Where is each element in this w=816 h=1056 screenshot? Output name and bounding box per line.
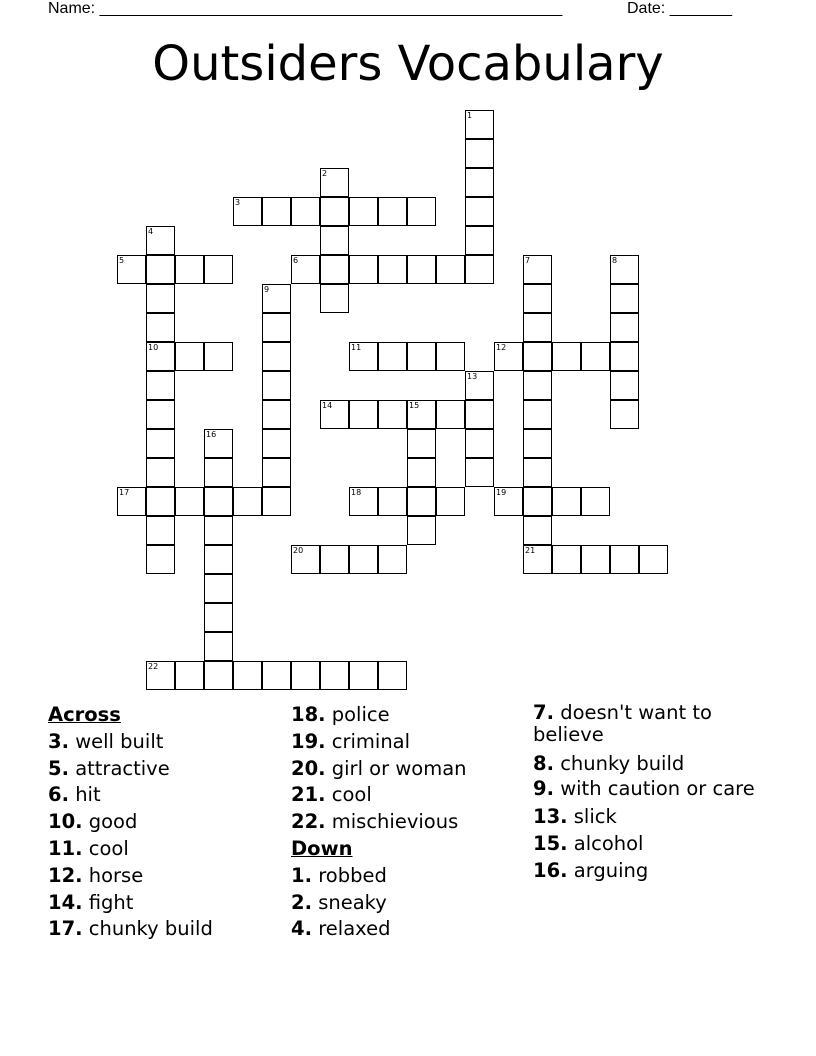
clues-column-1: [48, 702, 278, 943]
clue-number-label: 17: [119, 488, 130, 497]
grid-cell[interactable]: [146, 284, 175, 313]
clue-number-label: 6: [293, 256, 299, 265]
grid-cell[interactable]: [146, 458, 175, 487]
clue-number-label: 8: [612, 256, 618, 265]
grid-cell[interactable]: [465, 197, 494, 226]
grid-cell[interactable]: [262, 429, 291, 458]
clue-down-9: 9. with caution or care: [533, 776, 755, 800]
clue-down-15: 15. alcohol: [533, 832, 644, 856]
grid-cell[interactable]: [349, 197, 378, 226]
grid-cell-5[interactable]: [117, 255, 146, 284]
grid-cell[interactable]: [349, 661, 378, 690]
clue-number-label: 5: [119, 256, 125, 265]
grid-cell[interactable]: [523, 284, 552, 313]
clue-across-21: 21. cool: [291, 783, 372, 807]
grid-cell[interactable]: [407, 516, 436, 545]
grid-cell[interactable]: [407, 487, 436, 516]
clue-down-1: 1. robbed: [291, 863, 387, 887]
grid-cell[interactable]: [175, 255, 204, 284]
grid-cell-17[interactable]: [117, 487, 146, 516]
grid-cell[interactable]: [552, 545, 581, 574]
grid-cell[interactable]: [204, 603, 233, 632]
name-field[interactable]: Name: ____________________________________________________: [48, 0, 563, 17]
grid-cell[interactable]: [407, 197, 436, 226]
grid-cell[interactable]: [581, 342, 610, 371]
grid-cell[interactable]: [146, 545, 175, 574]
grid-cell[interactable]: [262, 342, 291, 371]
grid-cell[interactable]: [378, 487, 407, 516]
date-field[interactable]: Date: _______: [627, 0, 732, 17]
clue-across-20: 20. girl or woman: [291, 756, 467, 780]
clue-number-label: 10: [148, 343, 159, 352]
grid-cell[interactable]: [146, 487, 175, 516]
grid-cell[interactable]: [523, 342, 552, 371]
grid-cell[interactable]: [349, 400, 378, 429]
grid-cell-19[interactable]: [494, 487, 523, 516]
grid-cell[interactable]: [465, 458, 494, 487]
clue-number-label: 18: [351, 488, 362, 497]
grid-cell[interactable]: [610, 342, 639, 371]
grid-cell-1[interactable]: [465, 110, 494, 139]
clue-down-13: 13. slick: [533, 805, 617, 829]
grid-cell[interactable]: [581, 545, 610, 574]
grid-cell[interactable]: [175, 342, 204, 371]
clue-across-14: 14. fight: [48, 890, 134, 914]
grid-cell[interactable]: [233, 661, 262, 690]
grid-cell[interactable]: [523, 371, 552, 400]
grid-cell[interactable]: [407, 342, 436, 371]
grid-cell-12[interactable]: [494, 342, 523, 371]
grid-cell[interactable]: [204, 632, 233, 661]
grid-cell[interactable]: [436, 487, 465, 516]
grid-cell[interactable]: [320, 226, 349, 255]
grid-cell[interactable]: [204, 342, 233, 371]
grid-cell-20[interactable]: [291, 545, 320, 574]
grid-cell-21[interactable]: [523, 545, 552, 574]
grid-cell[interactable]: [204, 458, 233, 487]
grid-cell[interactable]: [320, 197, 349, 226]
grid-cell[interactable]: [262, 313, 291, 342]
clue-number-label: 13: [467, 372, 478, 381]
clue-number-label: 11: [351, 343, 362, 352]
grid-cell-22[interactable]: [146, 661, 175, 690]
across-heading: Across: [48, 703, 121, 726]
grid-cell[interactable]: [436, 342, 465, 371]
grid-cell[interactable]: [378, 545, 407, 574]
clue-number-label: 9: [264, 285, 270, 294]
grid-cell[interactable]: [465, 255, 494, 284]
clue-across-18: 18. police: [291, 703, 390, 726]
grid-cell[interactable]: [610, 313, 639, 342]
grid-cell[interactable]: [204, 516, 233, 545]
grid-cell[interactable]: [465, 168, 494, 197]
grid-cell-16[interactable]: [204, 429, 233, 458]
grid-cell[interactable]: [146, 371, 175, 400]
clue-number-label: 3: [235, 198, 241, 207]
grid-cell-11[interactable]: [349, 342, 378, 371]
grid-cell[interactable]: [262, 661, 291, 690]
grid-cell-9[interactable]: [262, 284, 291, 313]
grid-cell[interactable]: [523, 313, 552, 342]
grid-cell[interactable]: [552, 487, 581, 516]
clues-column-3: [533, 702, 758, 885]
page-title: Outsiders Vocabulary: [152, 36, 664, 92]
clue-across-11: 11. cool: [48, 836, 129, 860]
grid-cell[interactable]: [378, 197, 407, 226]
clue-number-label: 14: [322, 401, 333, 410]
grid-cell[interactable]: [262, 371, 291, 400]
grid-cell[interactable]: [146, 400, 175, 429]
grid-cell[interactable]: [146, 313, 175, 342]
grid-cell[interactable]: [552, 342, 581, 371]
grid-cell[interactable]: [610, 400, 639, 429]
grid-cell-3[interactable]: [233, 197, 262, 226]
grid-cell[interactable]: [146, 255, 175, 284]
clue-down-7: 7. doesn't want to believe: [533, 701, 712, 746]
grid-cell[interactable]: [175, 661, 204, 690]
clue-across-5: 5. attractive: [48, 756, 170, 780]
clue-number-label: 20: [293, 546, 304, 555]
clue-number-label: 4: [148, 227, 154, 236]
grid-cell[interactable]: [320, 545, 349, 574]
grid-cell-4[interactable]: [146, 226, 175, 255]
grid-cell[interactable]: [523, 516, 552, 545]
grid-cell[interactable]: [465, 226, 494, 255]
clues-column-2: [291, 702, 526, 943]
grid-cell[interactable]: [581, 487, 610, 516]
grid-cell[interactable]: [378, 661, 407, 690]
grid-cell[interactable]: [204, 487, 233, 516]
down-heading: Down: [291, 836, 353, 860]
grid-cell[interactable]: [407, 255, 436, 284]
grid-cell[interactable]: [204, 255, 233, 284]
grid-cell[interactable]: [146, 516, 175, 545]
grid-cell[interactable]: [146, 429, 175, 458]
grid-cell-6[interactable]: [291, 255, 320, 284]
clue-number-label: 16: [206, 430, 217, 439]
grid-cell-7[interactable]: [523, 255, 552, 284]
grid-cell[interactable]: [320, 661, 349, 690]
clue-number-label: 15: [409, 401, 420, 410]
grid-cell[interactable]: [262, 458, 291, 487]
clue-across-3: 3. well built: [48, 729, 164, 753]
grid-cell[interactable]: [436, 255, 465, 284]
clue-across-19: 19. criminal: [291, 729, 411, 753]
grid-cell[interactable]: [610, 371, 639, 400]
clue-down-8: 8. chunky build: [533, 751, 685, 775]
grid-cell[interactable]: [349, 545, 378, 574]
grid-cell[interactable]: [291, 197, 320, 226]
grid-cell[interactable]: [378, 342, 407, 371]
grid-cell[interactable]: [233, 487, 262, 516]
grid-cell[interactable]: [204, 574, 233, 603]
clue-number-label: 21: [525, 546, 536, 555]
grid-cell[interactable]: [610, 545, 639, 574]
grid-cell-13[interactable]: [465, 371, 494, 400]
clue-across-10: 10. good: [48, 810, 138, 834]
grid-cell[interactable]: [523, 429, 552, 458]
grid-cell[interactable]: [378, 255, 407, 284]
clue-down-4: 4. relaxed: [291, 917, 391, 941]
grid-cell[interactable]: [610, 284, 639, 313]
grid-cell[interactable]: [320, 255, 349, 284]
grid-cell-8[interactable]: [610, 255, 639, 284]
grid-cell[interactable]: [436, 400, 465, 429]
grid-cell[interactable]: [378, 400, 407, 429]
grid-cell[interactable]: [465, 429, 494, 458]
grid-cell[interactable]: [262, 487, 291, 516]
clue-across-17: 17. chunky build: [48, 917, 213, 941]
clue-number-label: 22: [148, 662, 159, 671]
clue-number-label: 7: [525, 256, 531, 265]
clue-down-2: 2. sneaky: [291, 890, 387, 914]
clue-number-label: 2: [322, 169, 328, 178]
clue-across-6: 6. hit: [48, 783, 101, 807]
grid-cell[interactable]: [262, 197, 291, 226]
grid-cell[interactable]: [465, 139, 494, 168]
grid-cell[interactable]: [291, 661, 320, 690]
grid-cell[interactable]: [407, 458, 436, 487]
grid-cell[interactable]: [639, 545, 668, 574]
grid-cell-15[interactable]: [407, 400, 436, 429]
grid-cell[interactable]: [407, 429, 436, 458]
grid-cell[interactable]: [349, 255, 378, 284]
grid-cell[interactable]: [204, 661, 233, 690]
clue-number-label: 12: [496, 343, 507, 352]
grid-cell[interactable]: [204, 545, 233, 574]
grid-cell[interactable]: [523, 400, 552, 429]
grid-cell[interactable]: [523, 458, 552, 487]
clue-across-12: 12. horse: [48, 863, 144, 887]
grid-cell[interactable]: [262, 400, 291, 429]
grid-cell[interactable]: [523, 487, 552, 516]
grid-cell[interactable]: [320, 284, 349, 313]
grid-cell-2[interactable]: [320, 168, 349, 197]
grid-cell[interactable]: [175, 487, 204, 516]
clue-down-16: 16. arguing: [533, 858, 649, 882]
clue-number-label: 19: [496, 488, 507, 497]
grid-cell-10[interactable]: [146, 342, 175, 371]
grid-cell[interactable]: [465, 400, 494, 429]
grid-cell-18[interactable]: [349, 487, 378, 516]
clue-number-label: 1: [467, 111, 473, 120]
clue-across-22: 22. mischievious: [291, 810, 459, 834]
grid-cell-14[interactable]: [320, 400, 349, 429]
